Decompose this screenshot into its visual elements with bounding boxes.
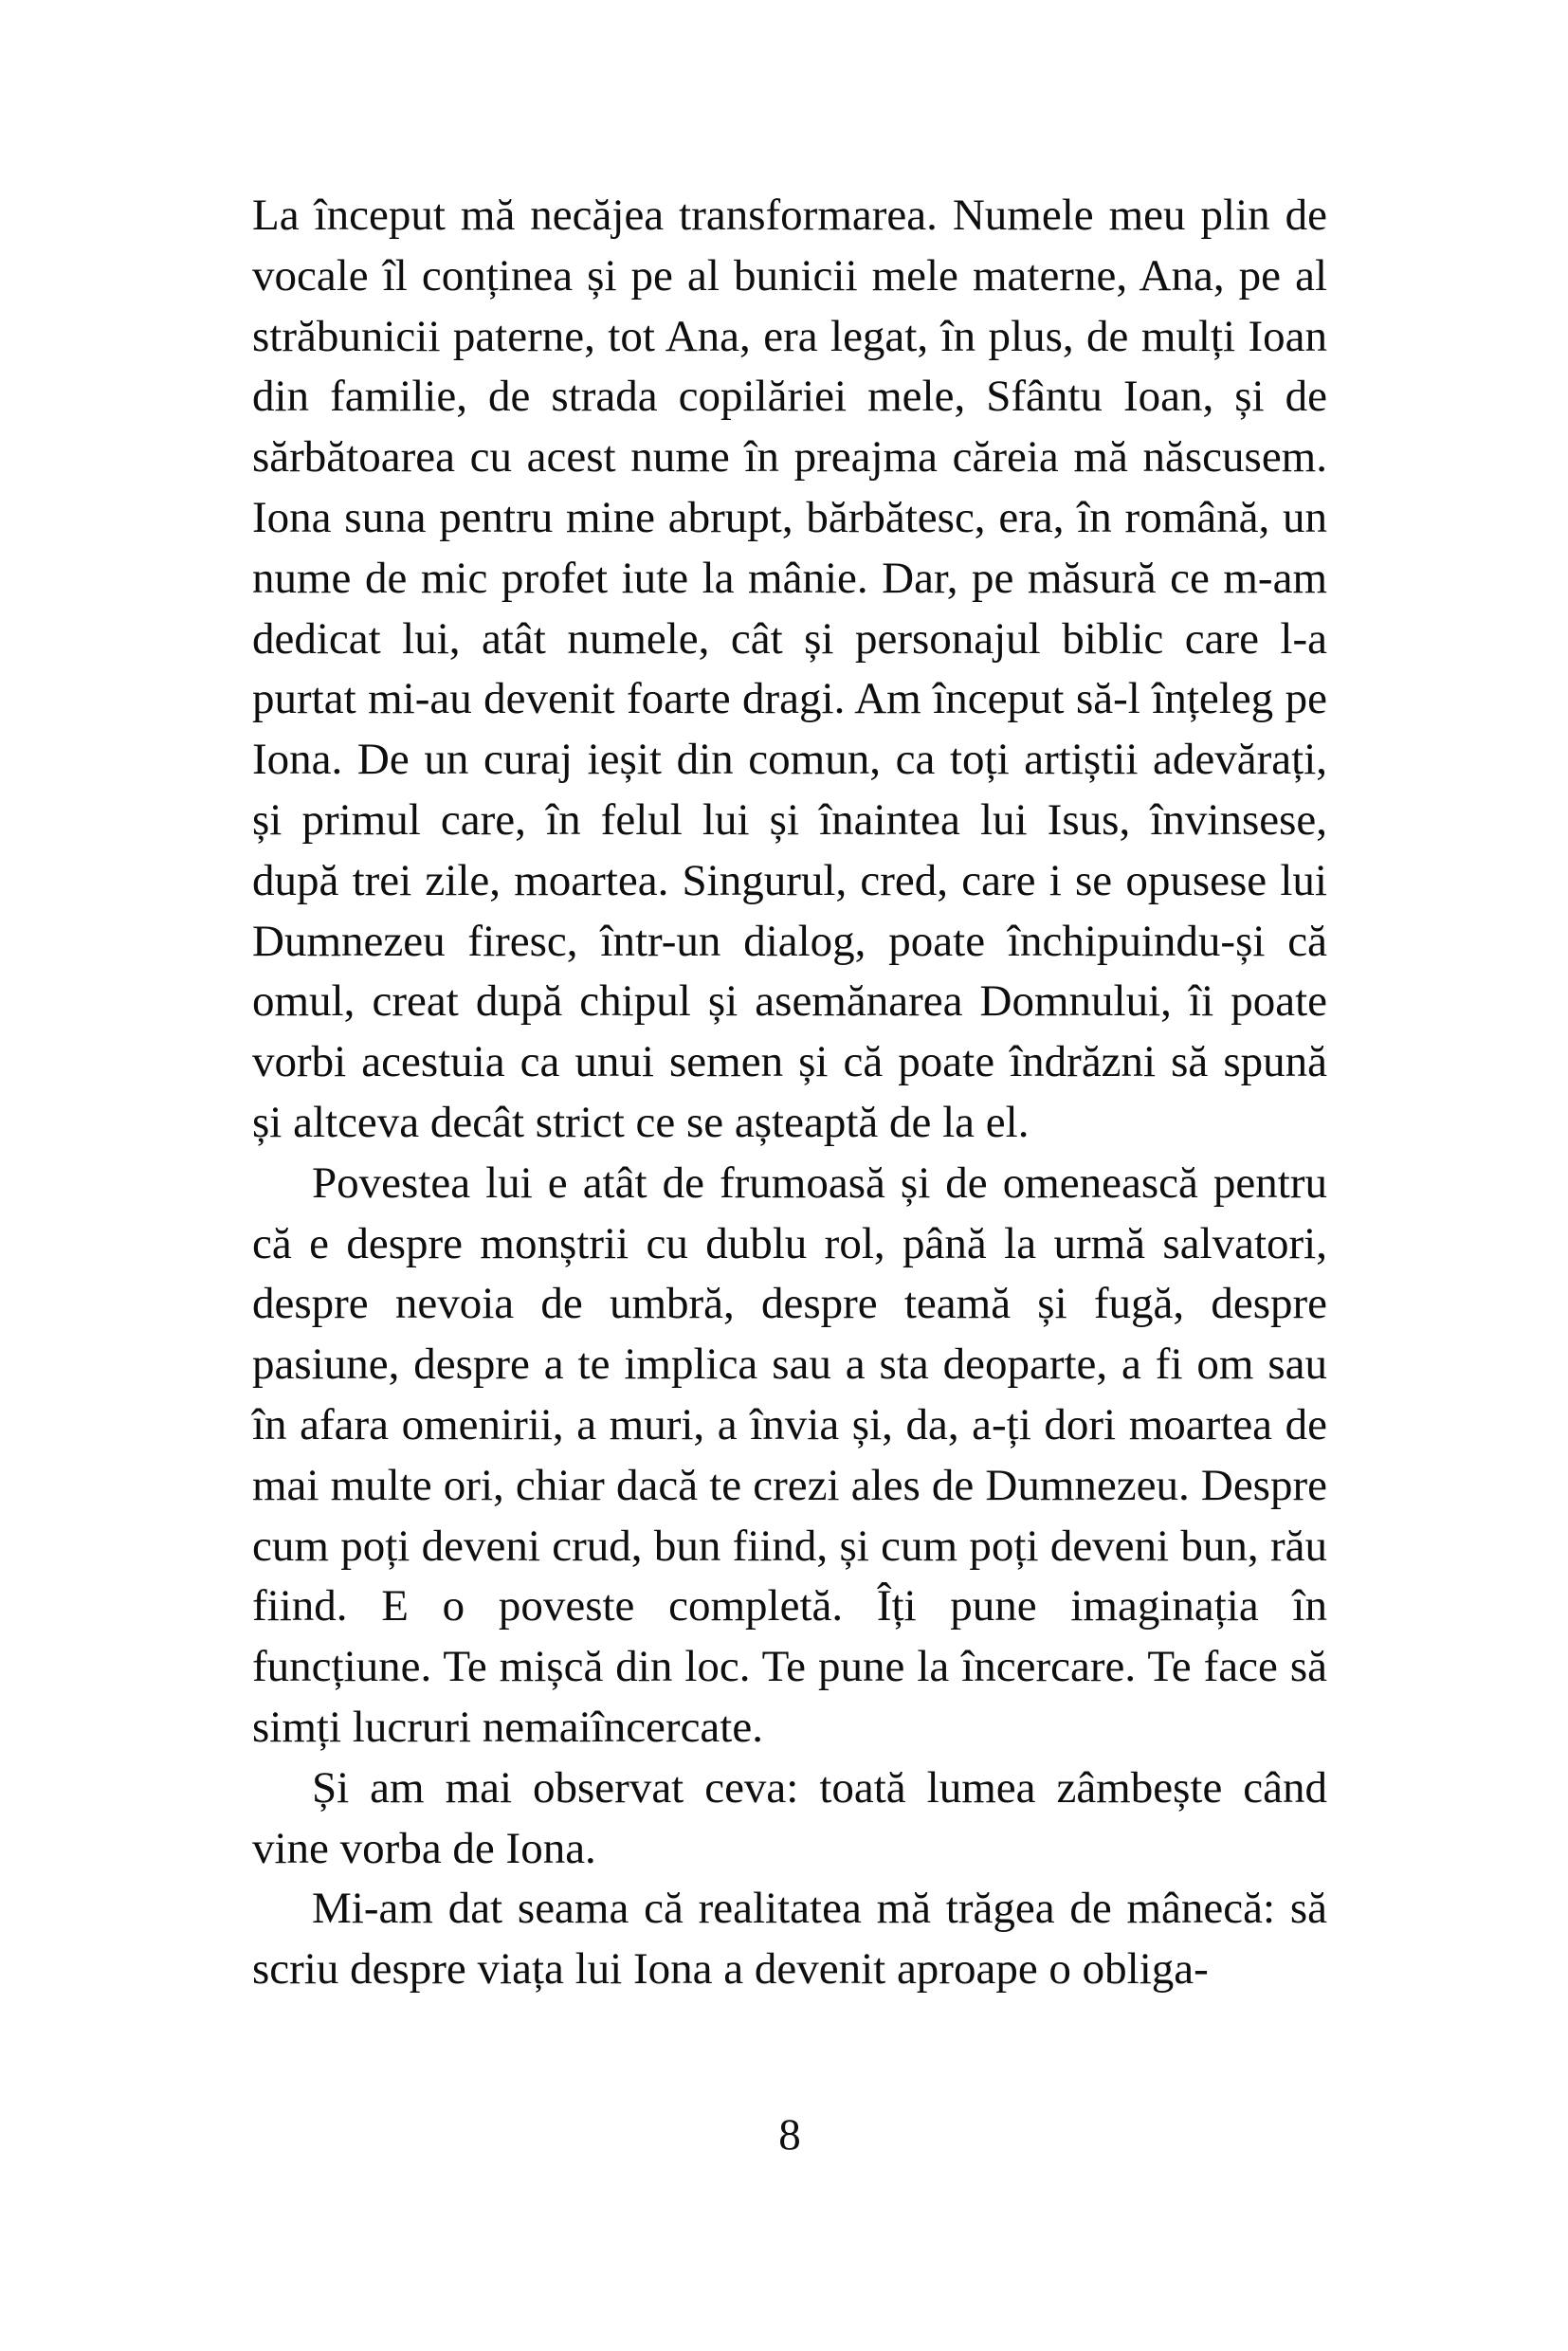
paragraph: Și am mai observat ceva: toată lumea zâmbește când vine vorba de Iona. [252, 1762, 1327, 1873]
paragraph: Povestea lui e atât de frumoasă și de omenească pentru că e despre monștrii cu dublu rol, până la urmă salvatori, despre nevoia de umbră, despre teamă și fugă, despre pasiune, despre a te implica sau a sta deoparte, a fi om sau în afara omenirii, a muri, a învia și, da, a-ți dori moartea de mai multe ori, chiar dacă te crezi ales de Dumnezeu. Despre cum poți deveni crud, bun fiind, și cum poți deveni bun, rău fiind. E o poveste completă. Îți pune imaginația în funcțiune. Te mișcă din loc. Te pune la încercare. Te face să simți lucruri nemaiîncercate. [252, 1157, 1327, 1752]
paragraph: Mi-am dat seama că realitatea mă trăgea de mânecă: să scriu despre viața lui Iona a devenit aproape o obliga- [252, 1884, 1327, 1995]
page-number: 8 [778, 2110, 801, 2160]
body-text [252, 186, 1327, 2000]
paragraph: La început mă necăjea transformarea. Numele meu plin de vocale îl conținea și pe al bunicii mele materne, Ana, pe al străbunicii paterne, tot Ana, era legat, în plus, de mulți Ioan din familie, de strada copilăriei mele, Sfântu Ioan, și de sărbătoarea cu acest nume în preajma căreia mă născusem. Iona suna pentru mine abrupt, bărbătesc, era, în română, un nume de mic profet iute la mânie. Dar, pe măsură ce m-am dedicat lui, atât numele, cât și personajul biblic care l-a purtat mi-au devenit foarte dragi. Am început să-l înțeleg pe Iona. De un curaj ieșit din comun, ca toți artiștii adevărați, și primul care, în felul lui și înaintea lui Isus, învinsese, după trei zile, moartea. Singurul, cred, care i se opusese lui Dumnezeu firesc, într-un dialog, poate închipuindu-și că omul, creat după chipul și asemănarea Domnului, îi poate vorbi acestuia ca unui semen și că poate îndrăzni să spună și altceva decât strict ce se așteaptă de la el. [252, 191, 1327, 1147]
